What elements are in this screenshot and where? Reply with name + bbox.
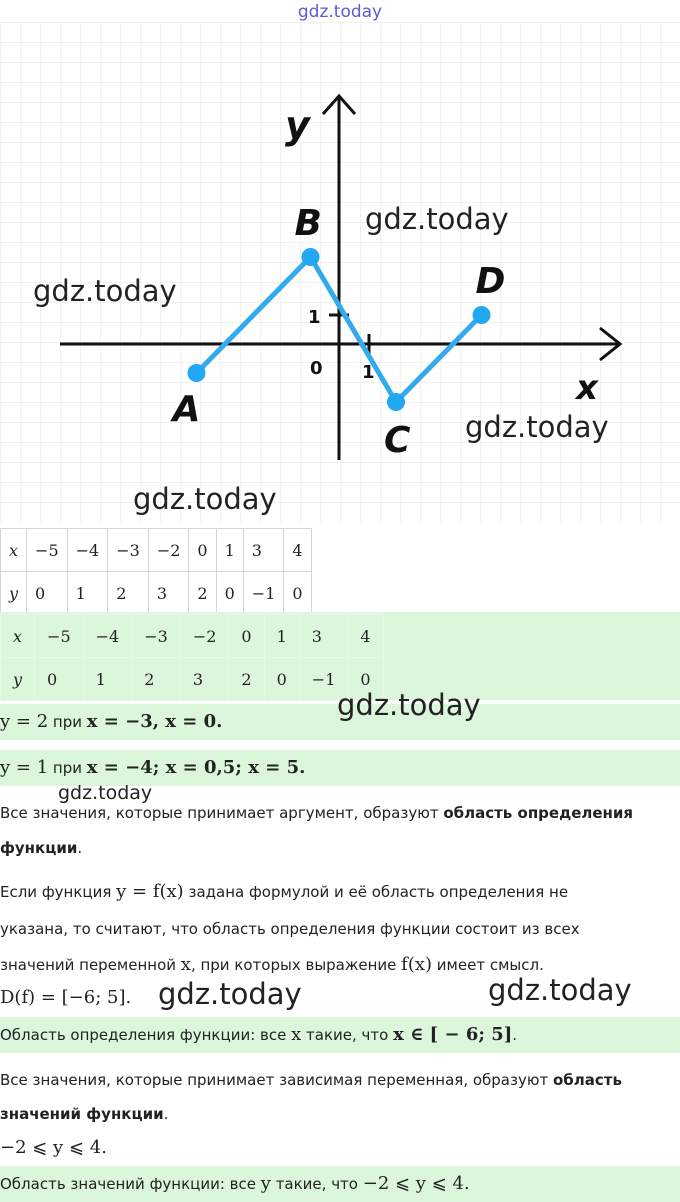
table-cell: 1 <box>67 572 108 615</box>
text: такие, что <box>301 1026 394 1044</box>
term: область <box>552 1071 622 1089</box>
text: Область значений функции: все <box>0 1175 261 1193</box>
graph-point-c <box>387 393 405 411</box>
graph-svg <box>0 22 680 522</box>
point-label-c: C <box>384 420 411 461</box>
rule-line-3 <box>0 955 544 975</box>
watermark: gdz.today <box>465 410 609 444</box>
text: Все значения, которые принимает аргумент, образуют <box>0 804 444 822</box>
term: функции <box>0 839 78 857</box>
table-cell: 1 <box>83 658 132 701</box>
values-table <box>0 528 312 615</box>
range-definition-cont <box>0 1104 168 1124</box>
table-row <box>1 658 384 701</box>
watermark: gdz.today <box>337 688 481 722</box>
graph-point-d <box>473 306 491 324</box>
table-cell: −1 <box>299 658 348 701</box>
domain-math <box>0 988 131 1008</box>
range-answer <box>0 1174 470 1194</box>
term: область определения <box>443 804 634 822</box>
table-cell: 0 <box>284 572 311 615</box>
watermark: gdz.today <box>488 973 632 1007</box>
watermark: gdz.today <box>58 782 153 804</box>
origin-label: 0 <box>310 358 323 379</box>
rule-line-2: указана, то считают, что область определения функции состоит из всех <box>0 920 580 938</box>
text: Все значения, которые принимает зависимая переменная, образуют <box>0 1071 553 1089</box>
math: y = 2 <box>0 711 49 732</box>
text: при <box>48 759 87 777</box>
graph-point-b <box>302 248 320 266</box>
math: −2 ⩽ y ⩽ 4. <box>362 1173 470 1194</box>
table-cell: 0 <box>348 658 383 701</box>
point-label-d: D <box>475 261 506 302</box>
table-cell: 0 <box>264 658 299 701</box>
math: D(f) = [−6; 5]. <box>0 987 132 1008</box>
table-cell: 1 <box>216 529 243 572</box>
math: y <box>260 1173 271 1194</box>
text: . <box>77 839 83 857</box>
function-graph <box>0 22 680 522</box>
table-cell: x <box>1 615 35 658</box>
text: . <box>163 1105 169 1123</box>
table-cell: 2 <box>229 658 264 701</box>
y-tick-label: 1 <box>308 307 321 328</box>
text: Область определения функции: все <box>0 1026 292 1044</box>
domain-answer <box>0 1025 517 1045</box>
table-cell: 2 <box>108 572 149 615</box>
table-cell: 0 <box>35 658 84 701</box>
range-math <box>0 1138 107 1158</box>
domain-definition-cont <box>0 838 82 858</box>
table-cell: −3 <box>108 529 149 572</box>
table-cell: −2 <box>180 615 229 658</box>
math: x <box>291 1024 302 1045</box>
text: при <box>48 713 87 731</box>
table-cell: −4 <box>83 615 132 658</box>
x-tick-label: 1 <box>362 362 375 383</box>
math: x <box>180 954 191 975</box>
range-definition <box>0 1070 622 1090</box>
table-row <box>1 615 384 658</box>
table-cell: 3 <box>299 615 348 658</box>
table-row <box>1 572 312 615</box>
answer-line-1 <box>0 712 222 732</box>
table-cell: −4 <box>67 529 108 572</box>
table-cell: 2 <box>132 658 181 701</box>
math: f(x) <box>401 954 433 975</box>
table-cell: 4 <box>284 529 311 572</box>
watermark: gdz.today <box>365 202 509 236</box>
math: x = −3, x = 0. <box>86 711 223 732</box>
point-label-b: B <box>294 203 322 244</box>
math: x ∈ [ − 6; 5] <box>393 1024 513 1045</box>
table-cell: −3 <box>132 615 181 658</box>
table-cell: −5 <box>35 615 84 658</box>
table-cell: 0 <box>229 615 264 658</box>
answer-line-2 <box>0 758 305 778</box>
table-cell: 0 <box>189 529 216 572</box>
text: Если функция <box>0 883 117 901</box>
table-cell: 3 <box>243 529 284 572</box>
point-label-a: A <box>172 389 201 430</box>
text: значений переменной <box>0 956 181 974</box>
text: такие, что <box>270 1175 363 1193</box>
graph-point-a <box>188 364 206 382</box>
text: , при которых выражение <box>190 956 402 974</box>
x-axis-label: x <box>576 368 598 408</box>
table-cell: −5 <box>27 529 68 572</box>
table-cell: x <box>1 529 27 572</box>
domain-definition <box>0 803 633 823</box>
math: y = f(x) <box>116 881 184 902</box>
y-axis-label: y <box>285 103 310 147</box>
table-cell: −1 <box>243 572 284 615</box>
rule-line-1 <box>0 882 568 902</box>
text: задана формулой и её область определения не <box>183 883 569 901</box>
math: y = 1 <box>0 757 49 778</box>
table-cell: −2 <box>148 529 189 572</box>
table-cell: 1 <box>264 615 299 658</box>
table-cell: 3 <box>148 572 189 615</box>
watermark: gdz.today <box>133 482 277 516</box>
text: имеет смысл. <box>432 956 544 974</box>
watermark: gdz.today <box>33 274 177 308</box>
table-cell: y <box>1 658 35 701</box>
math: −2 ⩽ y ⩽ 4. <box>0 1137 107 1158</box>
text: . <box>512 1026 518 1044</box>
math: x = −4; x = 0,5; x = 5. <box>86 757 306 778</box>
table-cell: 0 <box>216 572 243 615</box>
table-cell: 4 <box>348 615 383 658</box>
table-row <box>1 529 312 572</box>
top-watermark: gdz.today <box>297 2 383 22</box>
table-cell: y <box>1 572 27 615</box>
values-table-highlighted <box>0 614 384 701</box>
table-cell: 2 <box>189 572 216 615</box>
term: значений функции <box>0 1105 164 1123</box>
table-cell: 0 <box>27 572 68 615</box>
table-cell: 3 <box>180 658 229 701</box>
watermark: gdz.today <box>158 977 302 1011</box>
